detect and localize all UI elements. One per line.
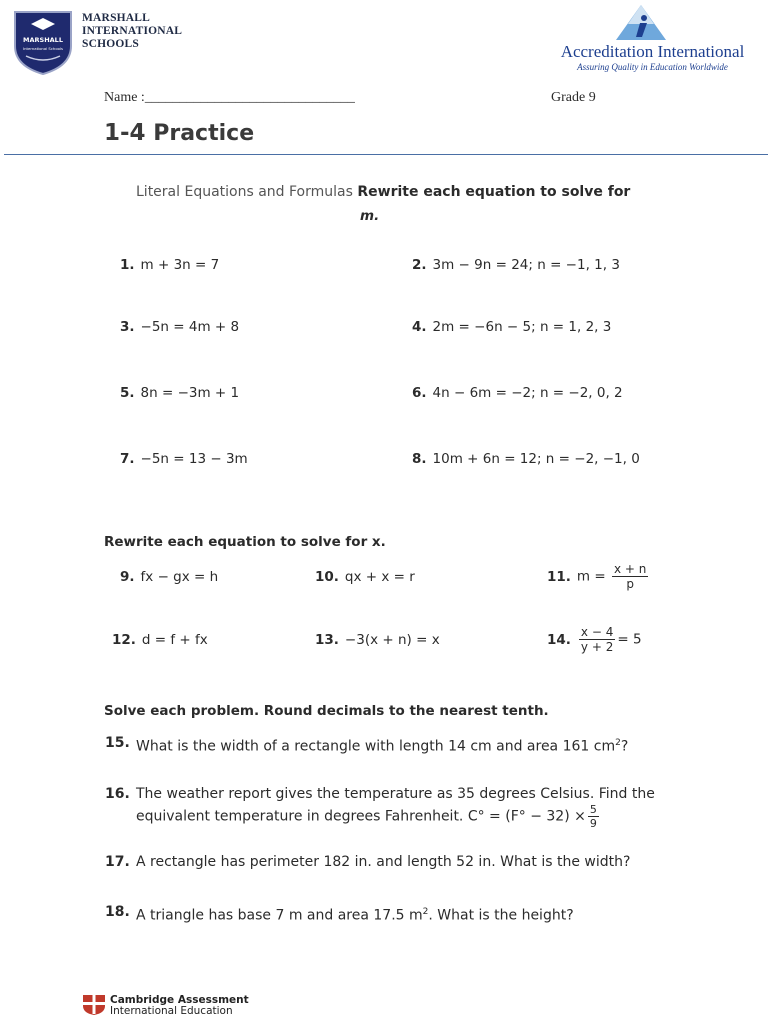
problem-1 — [120, 257, 219, 273]
problem-number: 9. — [120, 569, 135, 585]
problem-16 — [105, 785, 705, 830]
name-field-label: Name :______________________________ — [104, 90, 355, 105]
problem-number: 7. — [120, 451, 135, 467]
problem-8 — [412, 451, 640, 467]
problem-text-line1: The weather report gives the temperature as 35 degrees Celsius. Find the — [136, 786, 655, 802]
problem-text: −3(x + n) = x — [344, 632, 440, 648]
fraction — [579, 626, 615, 653]
fraction-denominator: p — [626, 577, 634, 591]
problem-text: qx + x = r — [344, 569, 415, 585]
problem-number: 15. — [105, 735, 130, 751]
section-1-heading — [136, 184, 630, 200]
problem-rhs: = 5 — [617, 631, 642, 648]
problem-11 — [547, 563, 650, 590]
problem-text: A triangle has base 7 m and area 17.5 m — [136, 907, 423, 924]
problem-number: 6. — [412, 385, 427, 401]
fraction-denominator: 9 — [589, 817, 597, 830]
cambridge-shield-icon — [82, 994, 106, 1016]
problem-12 — [112, 632, 208, 648]
problem-text: d = f + fx — [141, 632, 208, 648]
problem-text: 10m + 6n = 12; n = −2, −1, 0 — [432, 451, 640, 467]
marshall-school-logo — [10, 6, 76, 76]
problem-text-end: . What is the height? — [428, 907, 574, 924]
school-name-line: SCHOOLS — [82, 38, 140, 50]
problem-number: 12. — [112, 632, 136, 648]
problem-number: 4. — [412, 319, 427, 335]
problem-number: 2. — [412, 257, 427, 273]
problem-4 — [412, 319, 611, 335]
problem-text: −5n = 4m + 8 — [140, 319, 240, 335]
problem-number: 14. — [547, 631, 571, 648]
fraction — [588, 804, 599, 829]
problem-6 — [412, 385, 623, 401]
problem-text: What is the width of a rectangle with length 14 cm and area 161 cm — [136, 738, 616, 755]
problem-13 — [315, 632, 440, 648]
badge-school-subtitle: International Schools — [22, 46, 64, 51]
lesson-number: 1-4 — [104, 120, 146, 146]
school-name-line: MARSHALL — [82, 12, 151, 24]
problem-text: 2m = −6n − 5; n = 1, 2, 3 — [432, 319, 612, 335]
problem-9 — [120, 569, 218, 585]
problem-7 — [120, 451, 248, 467]
problem-number: 3. — [120, 319, 135, 335]
school-name — [82, 12, 182, 51]
problem-number: 18. — [105, 904, 130, 920]
problem-15 — [105, 734, 705, 754]
fraction-numerator: x + n — [613, 562, 647, 576]
section-1-variable: m. — [360, 208, 380, 224]
grade-label: Grade 9 — [551, 90, 596, 105]
problem-10 — [315, 569, 415, 585]
problem-text: −5n = 13 − 3m — [140, 451, 248, 467]
problem-text: 4n − 6m = −2; n = −2, 0, 2 — [432, 385, 623, 401]
problem-text: m + 3n = 7 — [140, 257, 220, 273]
problem-18 — [105, 903, 705, 923]
section-2-heading: Rewrite each equation to solve for x. — [104, 534, 386, 550]
page-title — [104, 120, 254, 146]
problem-text: 3m − 9n = 24; n = −1, 1, 3 — [432, 257, 620, 273]
accreditation-logo-icon — [614, 4, 668, 42]
section-1-topic: Literal Equations and Formulas — [136, 184, 353, 200]
section-1-instruction: Rewrite each equation to solve for — [357, 184, 631, 200]
problem-number: 10. — [315, 569, 339, 585]
problem-2 — [412, 257, 620, 273]
section-3-heading: Solve each problem. Round decimals to the nearest tenth. — [104, 703, 549, 719]
cambridge-logo-text — [110, 995, 249, 1017]
problem-text-line2: equivalent temperature in degrees Fahrenheit. C° = (F° − 32) × — [136, 808, 586, 825]
problem-number: 11. — [547, 568, 571, 585]
problem-number: 16. — [105, 786, 130, 802]
problem-text: 8n = −3m + 1 — [140, 385, 240, 401]
cambridge-line1: Cambridge Assessment — [110, 994, 249, 1006]
header-divider — [4, 154, 768, 155]
lesson-title: Practice — [153, 121, 255, 146]
fraction — [612, 563, 648, 590]
problem-text: fx − gx = h — [140, 569, 219, 585]
problem-14 — [547, 626, 642, 653]
accreditation-name: Accreditation International — [560, 42, 745, 61]
problem-number: 8. — [412, 451, 427, 467]
problem-number: 17. — [105, 854, 130, 870]
problem-3 — [120, 319, 239, 335]
superscript: 2 — [422, 907, 429, 917]
fraction-numerator: x − 4 — [580, 625, 614, 639]
problem-number: 13. — [315, 632, 339, 648]
problem-lhs: m = — [576, 568, 606, 585]
fraction-numerator: 5 — [589, 803, 597, 816]
problem-number: 1. — [120, 257, 135, 273]
fraction-denominator: y + 2 — [580, 640, 614, 654]
problem-text-end: ? — [620, 738, 629, 755]
accreditation-tagline: Assuring Quality in Education Worldwide — [577, 62, 728, 72]
cambridge-line2: International Education — [110, 1005, 233, 1017]
problem-5 — [120, 385, 239, 401]
problem-text: A rectangle has perimeter 182 in. and length 52 in. What is the width? — [136, 854, 631, 870]
school-name-line: INTERNATIONAL — [82, 25, 183, 37]
problem-17 — [105, 853, 705, 873]
badge-school-name: MARSHALL — [23, 36, 63, 44]
problem-number: 5. — [120, 385, 135, 401]
superscript: 2 — [615, 738, 621, 748]
